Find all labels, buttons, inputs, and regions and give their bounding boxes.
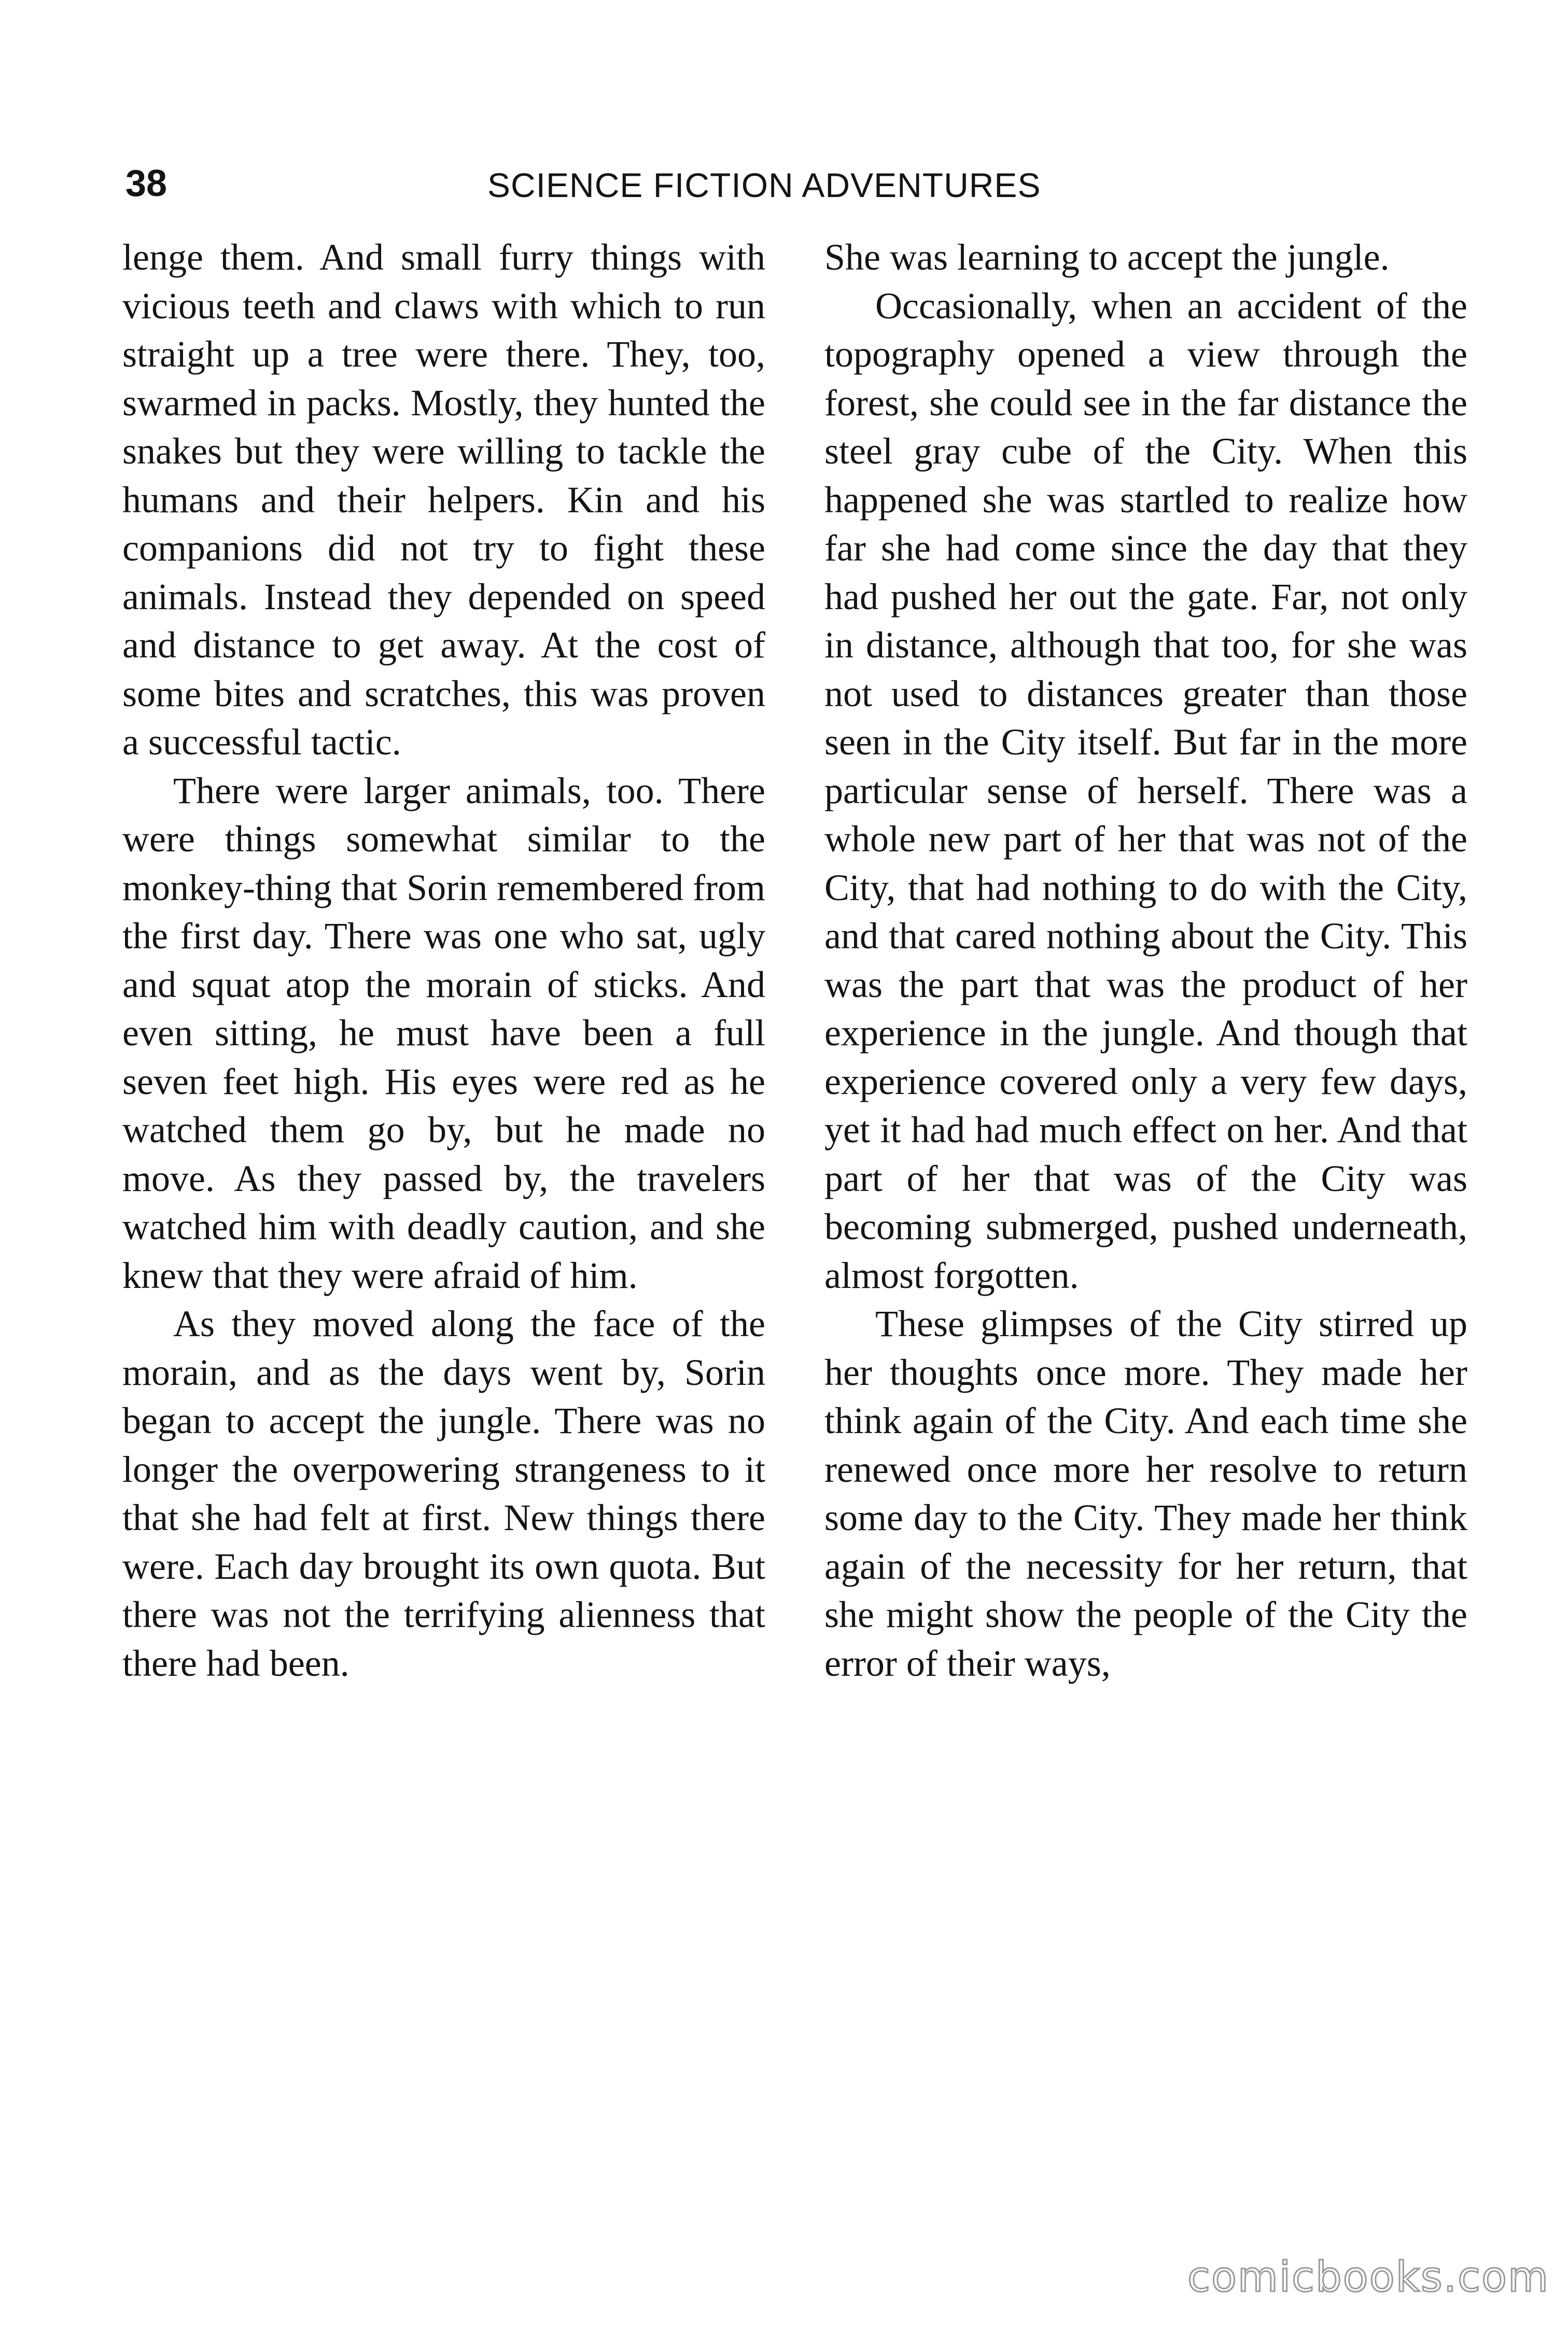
page-number: 38 (125, 163, 167, 204)
watermark: comicbooks.com (1187, 2253, 1549, 2301)
paragraph: lenge them. And small furry things with vicious teeth and claws with which to run straight up a tree were there. They, too, swarmed in packs. Mostly, they hunted the snakes but they were willing to tackle the humans and their helpers. Kin and his companions did not try to fight these animals. Instead they depended on speed and distance to get away. At the cost of some bites and scratches, this was proven a successful tactic. (122, 236, 765, 763)
paragraph: She was learning to accept the jungle. (824, 236, 1390, 278)
paragraph: These glimpses of the City stirred up her thoughts once more. They made her think again of the City. And each time she renewed once more her resolve to return some day to the City. They made her think again of the necessity for her return, that she might show the people of the City the error of their ways, (824, 1303, 1467, 1684)
paragraph: There were larger animals, too. There were things somewhat similar to the monkey-thing that Sorin remembered from the first day. There was one who sat, ugly and squat atop the morain of sticks. And even sitting, he must have been a full seven feet high. His eyes were red as he watched them go by, but he made no move. As they passed by, the travelers watched him with deadly caution, and she knew that they were afraid of him. (122, 769, 765, 1296)
right-column (824, 233, 1467, 1688)
left-column (122, 233, 765, 1688)
running-title: SCIENCE FICTION ADVENTURES (487, 166, 1041, 204)
paragraph: As they moved along the face of the morain, and as the days went by, Sorin began to accept the jungle. There was no longer the overpowering strangeness to it that she had felt at first. New things there were. Each day brought its own quota. But there was not the terrifying alienness that there had been. (122, 1303, 765, 1684)
paragraph: Occasionally, when an accident of the topography opened a view through the forest, she could see in the far distance the steel gray cube of the City. When this happened she was startled to realize how far she had come since the day that they had pushed her out the gate. Far, not only in distance, although that too, for she was not used to distances greater than those seen in the City itself. But far in the more particular sense of herself. There was a whole new part of her that was not of the City, that had nothing to do with the City, and that cared nothing about the City. This was the part that was the product of her experience in the jungle. And though that experience covered only a very few days, yet it had had much effect on her. And that part of her that was of the City was becoming submerged, pushed underneath, almost forgotten. (824, 285, 1467, 1296)
